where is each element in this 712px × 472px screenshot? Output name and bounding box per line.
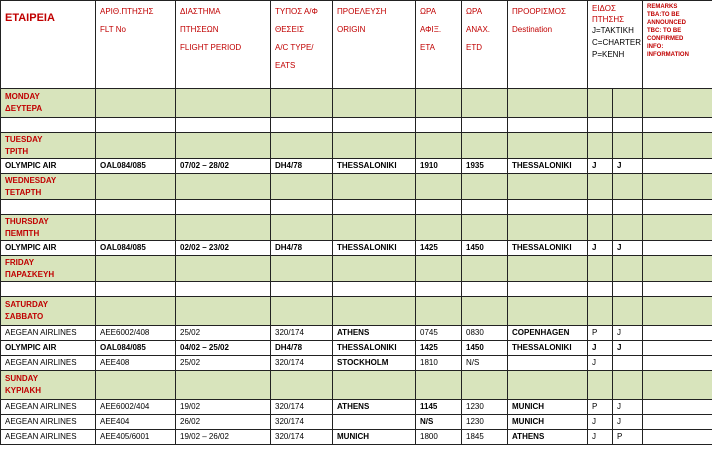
flight-row (1, 356, 712, 371)
flight-no-cell: AEE405/6001 (96, 430, 176, 445)
remarks-cell (643, 159, 712, 174)
aircraft-cell: 320/174 (271, 400, 333, 415)
company-cell: AEGEAN AIRLINES (1, 400, 96, 415)
origin-cell: ATHENS (333, 400, 416, 415)
header-flight-type: ΕΙΔΟΣ ΠΤΗΣΗΣ J=ΤΑΚΤΙΚΗ C=CHARTER P=ΚΕΝΗ (588, 1, 643, 89)
company-cell: OLYMPIC AIR (1, 341, 96, 356)
period-cell: 19/02 – 26/02 (176, 430, 271, 445)
flight-no-cell: OAL084/085 (96, 341, 176, 356)
header-flight-no: ΑΡΙΘ.ΠΤΗΣΗΣ FLT No (96, 1, 176, 89)
aircraft-cell: 320/174 (271, 415, 333, 430)
empty-row (1, 200, 712, 215)
empty-row (1, 118, 712, 133)
period-cell: 07/02 – 28/02 (176, 159, 271, 174)
remarks-cell (643, 430, 712, 445)
destination-cell: MUNICH (508, 400, 588, 415)
remarks-cell (643, 400, 712, 415)
header-aircraft-type: ΤΥΠΟΣ Α/Φ ΘΕΣΕΙΣ A/C TYPE/ EATS (271, 1, 333, 89)
remarks-cell (643, 341, 712, 356)
eta-cell: 1810 (416, 356, 462, 371)
etd-cell: 0830 (462, 326, 508, 341)
period-cell: 25/02 (176, 356, 271, 371)
destination-cell: THESSALONIKI (508, 159, 588, 174)
remarks-cell (643, 356, 712, 371)
origin-cell: THESSALONIKI (333, 341, 416, 356)
remarks-cell (643, 326, 712, 341)
type-cell: J (613, 241, 643, 256)
type-cell: J (613, 159, 643, 174)
type-cell: J (588, 341, 613, 356)
type-cell: J (613, 415, 643, 430)
company-cell: OLYMPIC AIR (1, 241, 96, 256)
flight-no-cell: AEE6002/408 (96, 326, 176, 341)
header-remarks: REMARKS TBA:TO BE ANNOUNCED TBC: TO BE CONFIRMED INFO: INFORMATION (643, 1, 712, 89)
header-destination: ΠΡΟΟΡΙΣΜΟΣ Destination (508, 1, 588, 89)
etd-cell: 1935 (462, 159, 508, 174)
eta-cell: 1145 (416, 400, 462, 415)
flight-row (1, 159, 712, 174)
aircraft-cell: 320/174 (271, 326, 333, 341)
period-cell: 19/02 (176, 400, 271, 415)
etd-cell: N/S (462, 356, 508, 371)
flight-no-cell: AEE408 (96, 356, 176, 371)
day-label: MONDAY ΔΕΥΤΕΡΑ (1, 89, 96, 118)
type-cell (613, 356, 643, 371)
company-cell: AEGEAN AIRLINES (1, 430, 96, 445)
header-flight-period: ΔΙΑΣΤΗΜΑ ΠΤΗΣΕΩΝ FLIGHT PERIOD (176, 1, 271, 89)
day-label: WEDNESDAY ΤΕΤΑΡΤΗ (1, 174, 96, 200)
origin-cell: THESSALONIKI (333, 159, 416, 174)
aircraft-cell: DH4/78 (271, 159, 333, 174)
type-cell: J (613, 341, 643, 356)
destination-cell (508, 356, 588, 371)
day-label: SUNDAY ΚΥΡΙΑΚΗ (1, 371, 96, 400)
flight-row (1, 400, 712, 415)
day-label: FRIDAY ΠΑΡΑΣΚΕΥΗ (1, 256, 96, 282)
etd-cell: 1230 (462, 415, 508, 430)
period-cell: 26/02 (176, 415, 271, 430)
aircraft-cell: 320/174 (271, 356, 333, 371)
etd-cell: 1450 (462, 241, 508, 256)
day-label: THURSDAY ΠΕΜΠΤΗ (1, 215, 96, 241)
flight-row (1, 326, 712, 341)
remarks-cell (643, 241, 712, 256)
aircraft-cell: DH4/78 (271, 241, 333, 256)
header-row (1, 1, 712, 89)
header-company: ΕΤΑΙΡΕΙΑ (1, 1, 96, 89)
header-origin: ΠΡΟΕΛΕΥΣΗ ORIGIN (333, 1, 416, 89)
type-cell: J (588, 241, 613, 256)
type-cell: P (588, 326, 613, 341)
aircraft-cell: 320/174 (271, 430, 333, 445)
destination-cell: THESSALONIKI (508, 241, 588, 256)
destination-cell: ATHENS (508, 430, 588, 445)
eta-cell: N/S (416, 415, 462, 430)
period-cell: 04/02 – 25/02 (176, 341, 271, 356)
eta-cell: 1800 (416, 430, 462, 445)
flight-no-cell: OAL084/085 (96, 241, 176, 256)
etd-cell: 1230 (462, 400, 508, 415)
origin-cell: ATHENS (333, 326, 416, 341)
day-label: SATURDAY ΣΑΒΒΑΤΟ (1, 297, 96, 326)
origin-cell: MUNICH (333, 430, 416, 445)
origin-cell: THESSALONIKI (333, 241, 416, 256)
etd-cell: 1450 (462, 341, 508, 356)
flight-no-cell: AEE6002/404 (96, 400, 176, 415)
flight-no-cell: OAL084/085 (96, 159, 176, 174)
destination-cell: COPENHAGEN (508, 326, 588, 341)
flight-row (1, 430, 712, 445)
type-cell: P (613, 430, 643, 445)
eta-cell: 1910 (416, 159, 462, 174)
header-etd: ΩΡΑ ΑΝΑΧ. ETD (462, 1, 508, 89)
eta-cell: 1425 (416, 241, 462, 256)
remarks-cell (643, 415, 712, 430)
type-cell: J (588, 415, 613, 430)
company-cell: AEGEAN AIRLINES (1, 415, 96, 430)
empty-row (1, 282, 712, 297)
day-label: TUESDAY ΤΡΙΤΗ (1, 133, 96, 159)
type-cell: J (613, 400, 643, 415)
flight-row (1, 415, 712, 430)
period-cell: 02/02 – 23/02 (176, 241, 271, 256)
flight-row (1, 341, 712, 356)
type-cell: J (588, 159, 613, 174)
aircraft-cell: DH4/78 (271, 341, 333, 356)
origin-cell (333, 415, 416, 430)
type-cell: J (588, 430, 613, 445)
type-cell: P (588, 400, 613, 415)
origin-cell: STOCKHOLM (333, 356, 416, 371)
header-eta: ΩΡΑ ΑΦΙΞ. ETA (416, 1, 462, 89)
day-row-sunday (1, 371, 712, 400)
day-row-friday (1, 256, 712, 282)
day-row-wednesday (1, 174, 712, 200)
etd-cell: 1845 (462, 430, 508, 445)
eta-cell: 1425 (416, 341, 462, 356)
destination-cell: THESSALONIKI (508, 341, 588, 356)
type-cell: J (588, 356, 613, 371)
day-row-monday (1, 89, 712, 118)
day-row-thursday (1, 215, 712, 241)
flight-row (1, 241, 712, 256)
day-row-tuesday (1, 133, 712, 159)
period-cell: 25/02 (176, 326, 271, 341)
company-cell: OLYMPIC AIR (1, 159, 96, 174)
destination-cell: MUNICH (508, 415, 588, 430)
company-cell: AEGEAN AIRLINES (1, 356, 96, 371)
company-cell: AEGEAN AIRLINES (1, 326, 96, 341)
eta-cell: 0745 (416, 326, 462, 341)
day-row-saturday (1, 297, 712, 326)
type-cell: J (613, 326, 643, 341)
flight-no-cell: AEE404 (96, 415, 176, 430)
